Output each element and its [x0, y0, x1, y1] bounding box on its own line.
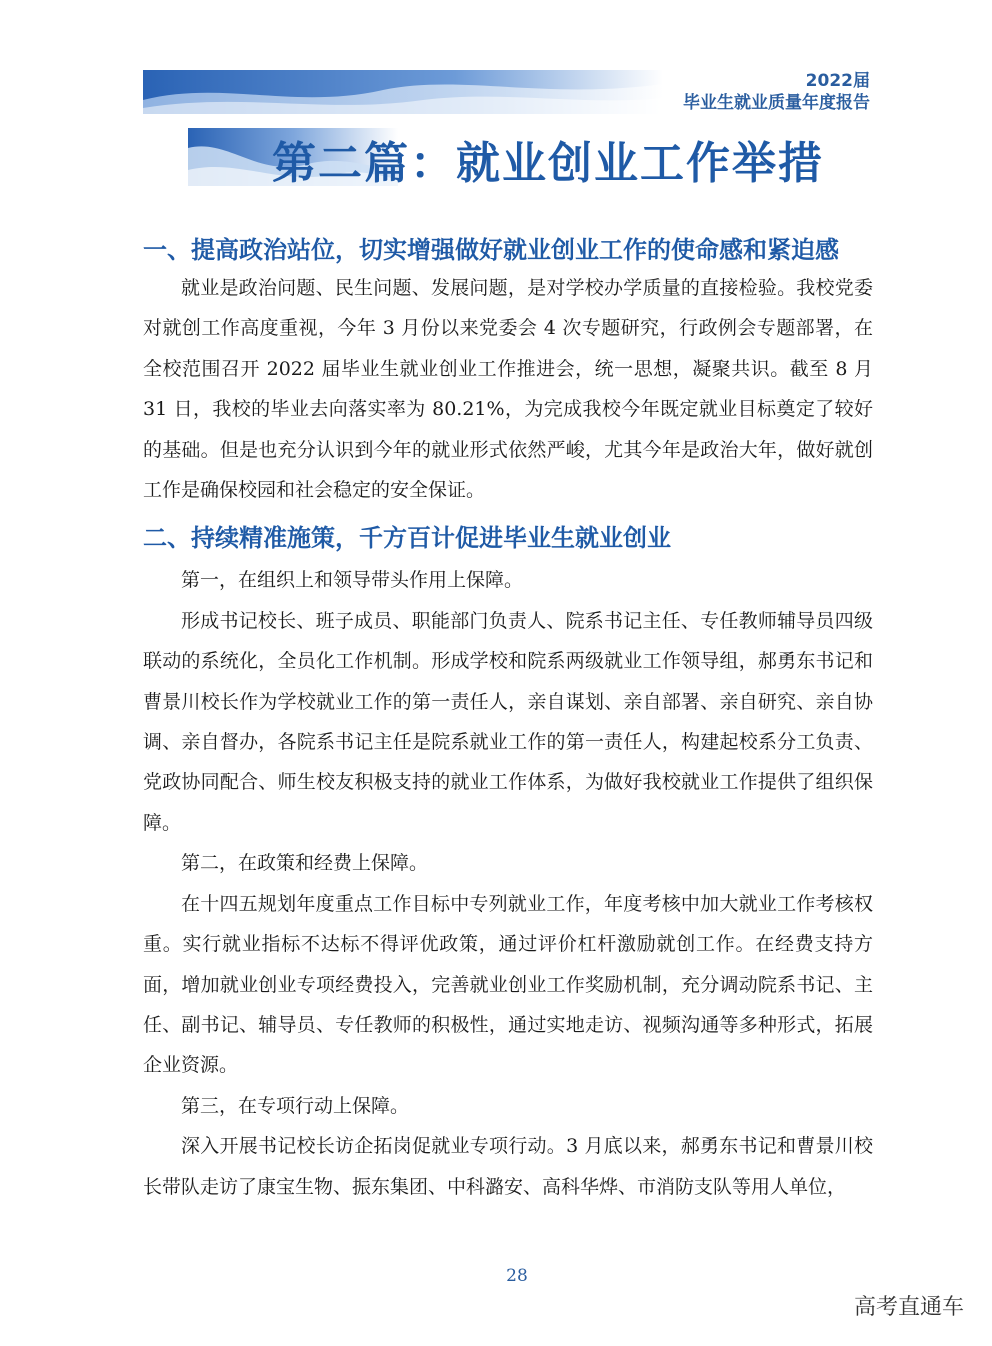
- report-header: [683, 70, 870, 114]
- page-number: 28: [506, 1266, 528, 1286]
- report-subtitle: 毕业生就业质量年度报告: [683, 93, 870, 114]
- paragraph: 第三，在专项行动上保障。: [181, 1094, 410, 1117]
- wave-banner-graphic: [143, 70, 663, 114]
- watermark: 高考直通车: [853, 1295, 964, 1320]
- section-1-body: [143, 268, 873, 510]
- report-year: 2022届: [805, 71, 870, 91]
- paragraph: 深入开展书记校长访企拓岗促就业专项行动。3 月底以来，郝勇东书记和曹景川校长带队走访了康宝生物、振东集团、中科潞安、高科华烨、市消防支队等用人单位，: [143, 1135, 873, 1198]
- main-content: [143, 232, 873, 1207]
- paragraph: 就业是政治问题、民生问题、发展问题，是对学校办学质量的直接检验。我校党委对就创工作高度重视，今年 3 月份以来党委会 4 次专题研究，行政例会专题部署，在全校范围召开 2022 届毕业生就业创业工作推进会，统一思想，凝聚共识。截至 8 月 31 日，我校的毕业去向落实率为 80.21%，为完成我校今年既定就业目标奠定了较好的基础。但是也充分认识到今年的就业形式依然严峻，尤其今年是政治大年，做好就创工作是确保校园和社会稳定的安全保证。: [143, 277, 873, 502]
- chapter-title: 第二篇：就业创业工作举措: [272, 138, 824, 189]
- section-heading-1: 一、提高政治站位，切实增强做好就业创业工作的使命感和紧迫感: [143, 236, 839, 264]
- paragraph: 第一，在组织上和领导带头作用上保障。: [181, 569, 524, 592]
- paragraph: 形成书记校长、班子成员、职能部门负责人、院系书记主任、专任教师辅导员四级联动的系统化，全员化工作机制。形成学校和院系两级就业工作领导组，郝勇东书记和曹景川校长作为学校就业工作的第一责任人，亲自谋划、亲自部署、亲自研究、亲自协调、亲自督办，各院系书记主任是院系就业工作的第一责任人，构建起校系分工负责、党政协同配合、师生校友积极支持的就业工作体系，为做好我校就业工作提供了组织保障。: [143, 609, 873, 834]
- paragraph: 在十四五规划年度重点工作目标中专列就业工作，年度考核中加大就业工作考核权重。实行就业指标不达标不得评优政策，通过评价杠杆激励就创工作。在经费支持方面，增加就业创业专项经费投入，完善就业创业工作奖励机制，充分调动院系书记、主任、副书记、辅导员、专任教师的积极性，通过实地走访、视频沟通等多种形式，拓展企业资源。: [143, 892, 873, 1077]
- section-2-body: [143, 560, 873, 1207]
- paragraph: 第二，在政策和经费上保障。: [181, 852, 429, 875]
- header-banner: [143, 70, 663, 114]
- section-heading-2: 二、持续精准施策，千方百计促进毕业生就业创业: [143, 524, 671, 553]
